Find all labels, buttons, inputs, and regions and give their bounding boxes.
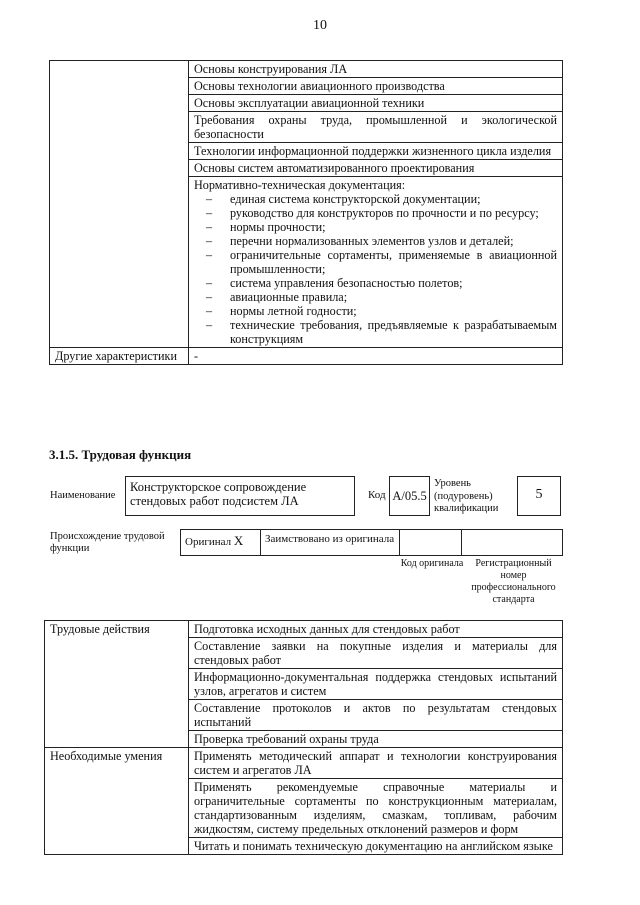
page-number: 10	[313, 18, 327, 33]
table-row: Составление протоколов и актов по результатам стендовых испытаний	[189, 700, 563, 731]
table-row: Проверка требований охраны труда	[189, 731, 563, 748]
table-row: Основы систем автоматизированного проектирования	[189, 160, 563, 177]
table-row: Технологии информационной поддержки жизненного цикла изделия	[189, 143, 563, 160]
table-row: Основы технологии авиационного производства	[189, 78, 563, 95]
origin-row	[180, 529, 563, 556]
origin-code-cell	[400, 530, 462, 555]
list-item: – система управления безопасностью полетов;	[194, 276, 557, 290]
other-characteristics-value: -	[189, 348, 563, 365]
list-item: – авиационные правила;	[194, 290, 557, 304]
table-row: Составление заявки на покупные изделия и материалы для стендовых работ	[189, 638, 563, 669]
list-item: – перечни нормализованных элементов узлов и деталей;	[194, 234, 557, 248]
section-heading: 3.1.5. Трудовая функция	[49, 447, 192, 462]
list-item: – ограничительные сортаменты, применяемые в авиационной промышленности;	[194, 248, 557, 276]
function-name-box: Конструкторское сопровождение стендовых работ подсистем ЛА	[125, 476, 355, 516]
normative-list	[194, 192, 557, 346]
code-value-box: A/05.5	[389, 476, 430, 516]
table-row: Читать и понимать техническую документацию на английском языке	[189, 838, 563, 855]
code-label: Код	[368, 489, 386, 501]
list-item: – технические требования, предъявляемые к разрабатываемым конструкциям	[194, 318, 557, 346]
knowledge-table	[49, 60, 563, 365]
name-label: Наименование	[50, 490, 116, 501]
original-label: Оригинал	[185, 536, 232, 548]
labor-function-table	[44, 620, 563, 855]
required-skills-label: Необходимые умения	[45, 748, 189, 855]
origin-label: Происхождение трудовой функции	[50, 531, 165, 554]
original-cell	[181, 530, 261, 555]
table-row: Подготовка исходных данных для стендовых работ	[189, 621, 563, 638]
table-row: Требования охраны труда, промышленной и экологической безопасности	[189, 112, 563, 143]
list-item: – единая система конструкторской документации;	[194, 192, 557, 206]
labor-actions-label: Трудовые действия	[45, 621, 189, 748]
caption-registration-number: Регистрационный номер профессионального стандарта	[471, 558, 556, 605]
normative-docs-cell	[189, 177, 563, 348]
table-row: Применять методический аппарат и технологии конструирования систем и агрегатов ЛА	[189, 748, 563, 779]
list-item: – нормы прочности;	[194, 220, 557, 234]
table-row: Информационно-документальная поддержка стендовых испытаний узлов, агрегатов и систем	[189, 669, 563, 700]
knowledge-label-cell	[50, 61, 189, 348]
level-value-box: 5	[517, 476, 561, 516]
reg-number-cell	[462, 530, 562, 555]
level-label: Уровень (подуровень) квалификации	[434, 478, 499, 514]
table-row: Применять рекомендуемые справочные материалы и ограничительные сортаменты по конструкционным материалам, стандартизованным изделиям, смазкам, топливам, рабочим жидкостям, систему предельных отклонений размеров и форм	[189, 779, 563, 838]
original-mark: X	[233, 533, 244, 548]
table-row: Основы эксплуатации авиационной техники	[189, 95, 563, 112]
other-characteristics-label: Другие характеристики	[50, 348, 189, 365]
caption-code-original: Код оригинала	[400, 558, 464, 569]
borrowed-cell: Заимствовано из оригинала	[261, 530, 400, 555]
list-item: – руководство для конструкторов по прочности и по ресурсу;	[194, 206, 557, 220]
table-row: Основы конструирования ЛА	[189, 61, 563, 78]
normative-intro: Нормативно-техническая документация:	[194, 178, 406, 192]
list-item: – нормы летной годности;	[194, 304, 557, 318]
